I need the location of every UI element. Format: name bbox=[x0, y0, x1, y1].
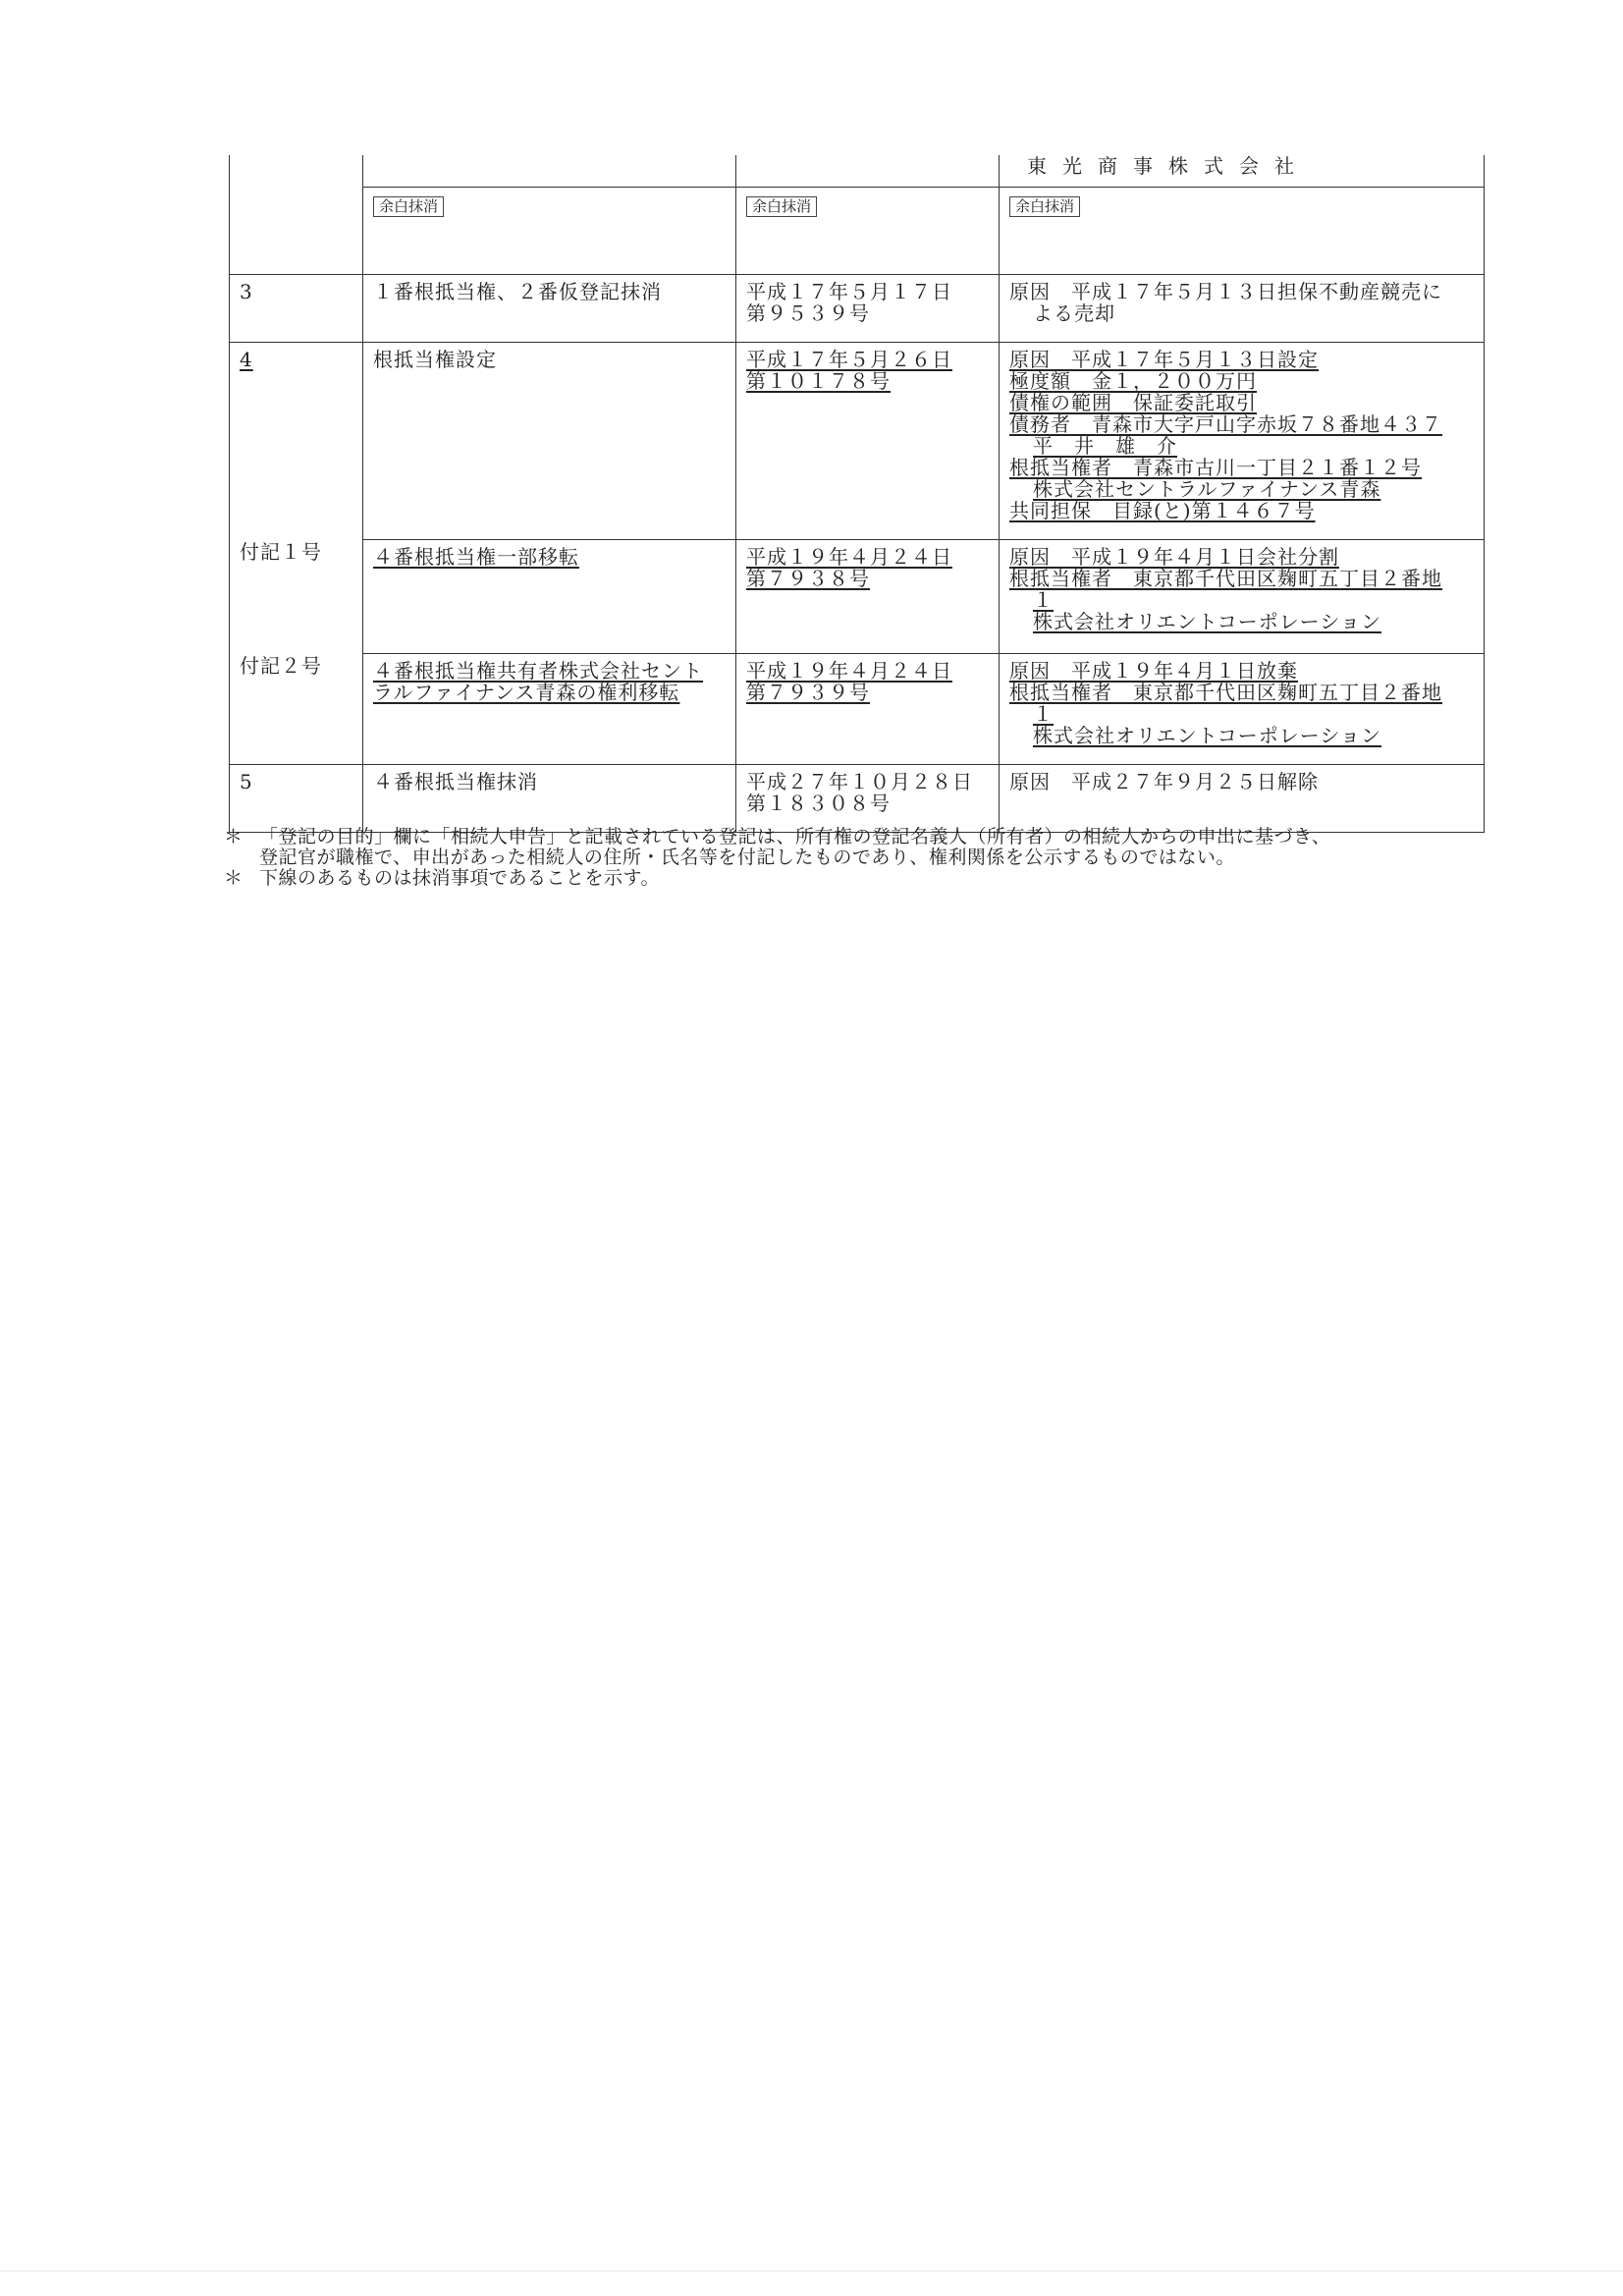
rank-number: 5 bbox=[240, 770, 253, 793]
detail-line: 株式会社セントラルファイナンス青森 bbox=[1033, 477, 1381, 501]
margin-erased-stamp: 余白抹消 bbox=[1009, 196, 1080, 217]
detail-line: 共同担保 目録(と)第１４６７号 bbox=[1009, 499, 1316, 522]
detail-line: 原因 平成２７年９月２５日解除 bbox=[1009, 770, 1319, 793]
reception-date: 平成１７年５月１７日 bbox=[746, 280, 952, 303]
reception-cell bbox=[736, 654, 1000, 765]
table-row bbox=[230, 654, 1485, 765]
table-row bbox=[230, 540, 1485, 654]
rank-cell bbox=[230, 275, 363, 343]
details-cell bbox=[1000, 765, 1485, 833]
detail-line: 債権の範囲 保証委託取引 bbox=[1009, 391, 1257, 414]
purpose-text: ４番根抵当権抹消 bbox=[373, 770, 538, 793]
detail-line: １ bbox=[1033, 702, 1054, 726]
sub-rank-label: 付記２号 bbox=[240, 654, 322, 678]
rank-number: 3 bbox=[240, 280, 253, 303]
scan-edge-line bbox=[0, 2270, 1623, 2271]
reception-number: 第１８３０８号 bbox=[746, 792, 891, 815]
footnote bbox=[224, 827, 1500, 847]
footnote bbox=[224, 868, 1500, 889]
reception-date: 平成１７年５月２６日 bbox=[746, 348, 952, 371]
table-row bbox=[230, 275, 1485, 343]
footnote-line: 「登記の目的」欄に「相続人申告」と記載されている登記は、所有権の登記名義人（所有者）の相続人からの申出に基づき、 bbox=[259, 826, 1331, 847]
margin-erased-stamp: 余白抹消 bbox=[373, 196, 444, 217]
detail-line: 原因 平成１７年５月１３日担保不動産競売に bbox=[1009, 280, 1442, 303]
purpose-text: ラルファイナンス青森の権利移転 bbox=[373, 681, 680, 704]
reception-date: 平成１９年４月２４日 bbox=[746, 545, 952, 569]
footnote-line: 登記官が職権で、申出があった相続人の住所・氏名等を付記したものであり、権利関係を公示するものではない。 bbox=[259, 847, 1235, 868]
rights-holder-name: 東光商事株式会社 bbox=[1027, 155, 1310, 178]
reception-number: 第１０１７８号 bbox=[746, 369, 891, 393]
detail-line: 極度額 金１，２００万円 bbox=[1009, 369, 1257, 393]
registry-table bbox=[229, 155, 1485, 833]
details-cell bbox=[1000, 188, 1485, 275]
rank-cell bbox=[230, 155, 363, 275]
footnote-continuation bbox=[224, 847, 1500, 868]
reception-date: 平成２７年１０月２８日 bbox=[746, 770, 973, 793]
detail-line: 根抵当権者 東京都千代田区麹町五丁目２番地 bbox=[1009, 567, 1442, 590]
details-cell bbox=[1000, 654, 1485, 765]
purpose-cell bbox=[363, 275, 736, 343]
details-cell bbox=[1000, 275, 1485, 343]
reception-number: 第７９３９号 bbox=[746, 681, 870, 704]
table-row bbox=[230, 343, 1485, 540]
footnotes bbox=[224, 827, 1500, 889]
reception-number: 第７９３８号 bbox=[746, 567, 870, 590]
detail-line: 株式会社オリエントコーポレーション bbox=[1033, 610, 1381, 633]
detail-line: 根抵当権者 青森市古川一丁目２１番１２号 bbox=[1009, 456, 1422, 479]
detail-line: よる売却 bbox=[1033, 301, 1115, 325]
sub-rank-label: 付記１号 bbox=[240, 540, 322, 564]
asterisk-mark: ＊ bbox=[224, 867, 243, 889]
detail-line: 原因 平成１９年４月１日放棄 bbox=[1009, 659, 1298, 683]
rank-number: 4 bbox=[240, 348, 253, 371]
reception-cell bbox=[736, 765, 1000, 833]
reception-cell bbox=[736, 155, 1000, 188]
purpose-cell bbox=[363, 188, 736, 275]
detail-line: 原因 平成１９年４月１日会社分割 bbox=[1009, 545, 1339, 569]
detail-line: 債務者 青森市大字戸山字赤坂７８番地４３７ bbox=[1009, 412, 1442, 436]
purpose-cell bbox=[363, 540, 736, 654]
purpose-cell bbox=[363, 765, 736, 833]
purpose-cell bbox=[363, 654, 736, 765]
reception-cell bbox=[736, 343, 1000, 540]
rank-cell bbox=[230, 343, 363, 765]
reception-date: 平成１９年４月２４日 bbox=[746, 659, 952, 683]
detail-line: １ bbox=[1033, 588, 1054, 612]
details-cell bbox=[1000, 155, 1485, 188]
purpose-text: 根抵当権設定 bbox=[373, 348, 497, 371]
purpose-cell bbox=[363, 343, 736, 540]
asterisk-mark: ＊ bbox=[224, 826, 243, 847]
detail-line: 平 井 雄 介 bbox=[1033, 434, 1177, 458]
purpose-text: ４番根抵当権共有者株式会社セント bbox=[373, 659, 703, 683]
table-row bbox=[230, 188, 1485, 275]
purpose-text: １番根抵当権、２番仮登記抹消 bbox=[373, 280, 662, 303]
footnote-line: 下線のあるものは抹消事項であることを示す。 bbox=[259, 867, 660, 889]
margin-erased-stamp: 余白抹消 bbox=[746, 196, 817, 217]
purpose-text: ４番根抵当権一部移転 bbox=[373, 545, 579, 569]
rank-cell bbox=[230, 765, 363, 833]
reception-cell bbox=[736, 275, 1000, 343]
reception-cell bbox=[736, 188, 1000, 275]
reception-number: 第９５３９号 bbox=[746, 301, 870, 325]
detail-line: 原因 平成１７年５月１３日設定 bbox=[1009, 348, 1319, 371]
details-cell bbox=[1000, 343, 1485, 540]
details-cell bbox=[1000, 540, 1485, 654]
reception-cell bbox=[736, 540, 1000, 654]
table-row bbox=[230, 765, 1485, 833]
detail-line: 根抵当権者 東京都千代田区麹町五丁目２番地 bbox=[1009, 681, 1442, 704]
detail-line: 株式会社オリエントコーポレーション bbox=[1033, 724, 1381, 747]
table-row bbox=[230, 155, 1485, 188]
purpose-cell bbox=[363, 155, 736, 188]
